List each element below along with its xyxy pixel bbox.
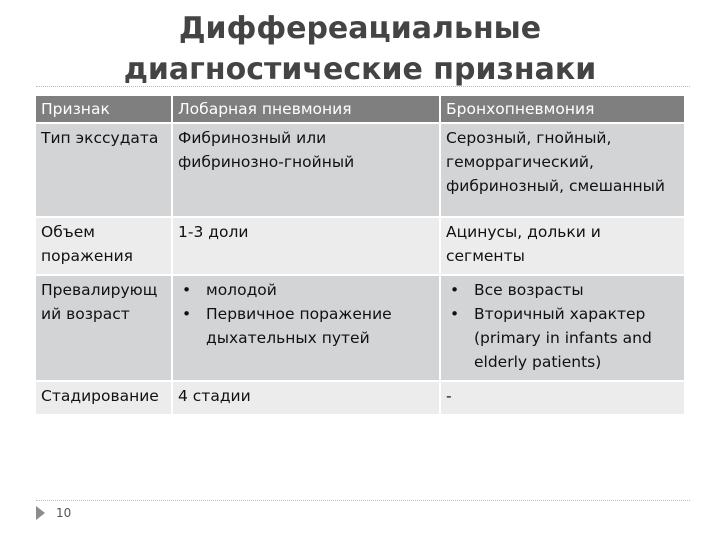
row-broncho-value: Серозный, гнойный, геморрагический, фибринозный, смешанный [439, 124, 684, 216]
lobar-bullet-list [178, 278, 435, 350]
bullet-item: • Вторичный характер (primary in infants and elderly patients) [446, 302, 680, 374]
page-number: 10 [56, 506, 72, 520]
header-broncho: Бронхопневмония [439, 96, 684, 122]
row-feature: Тип экссудата [36, 124, 171, 216]
row-lobar-value [171, 276, 439, 380]
comparison-table [36, 94, 684, 416]
bottom-divider [36, 500, 690, 501]
row-feature: Превалирующий возраст [36, 276, 171, 380]
row-lobar-value: 1-3 доли [171, 218, 439, 274]
table-row [36, 382, 684, 414]
header-lobar: Лобарная пневмония [171, 96, 439, 122]
bullet-item: • молодой [178, 278, 435, 302]
table-row [36, 218, 684, 274]
top-divider [36, 86, 690, 87]
row-feature: Стадирование [36, 382, 171, 414]
bullet-item: • Все возрасты [446, 278, 680, 302]
broncho-bullet-list [446, 278, 680, 374]
row-feature: Объем поражения [36, 218, 171, 274]
row-lobar-value: 4 стадии [171, 382, 439, 414]
slide-title: Диффереациальные диагностические признаки [123, 11, 597, 87]
row-lobar-value: Фибринозный или фибринозно-гнойный [171, 124, 439, 216]
bullet-item: • Первичное поражение дыхательных путей [178, 302, 435, 350]
row-broncho-value [439, 276, 684, 380]
row-broncho-value: - [439, 382, 684, 414]
row-broncho-value: Ацинусы, дольки и сегменты [439, 218, 684, 274]
header-feature: Признак [36, 96, 171, 122]
table-header-row [36, 96, 684, 122]
table-row [36, 124, 684, 216]
table-row [36, 276, 684, 380]
triangle-marker-icon [36, 506, 45, 520]
